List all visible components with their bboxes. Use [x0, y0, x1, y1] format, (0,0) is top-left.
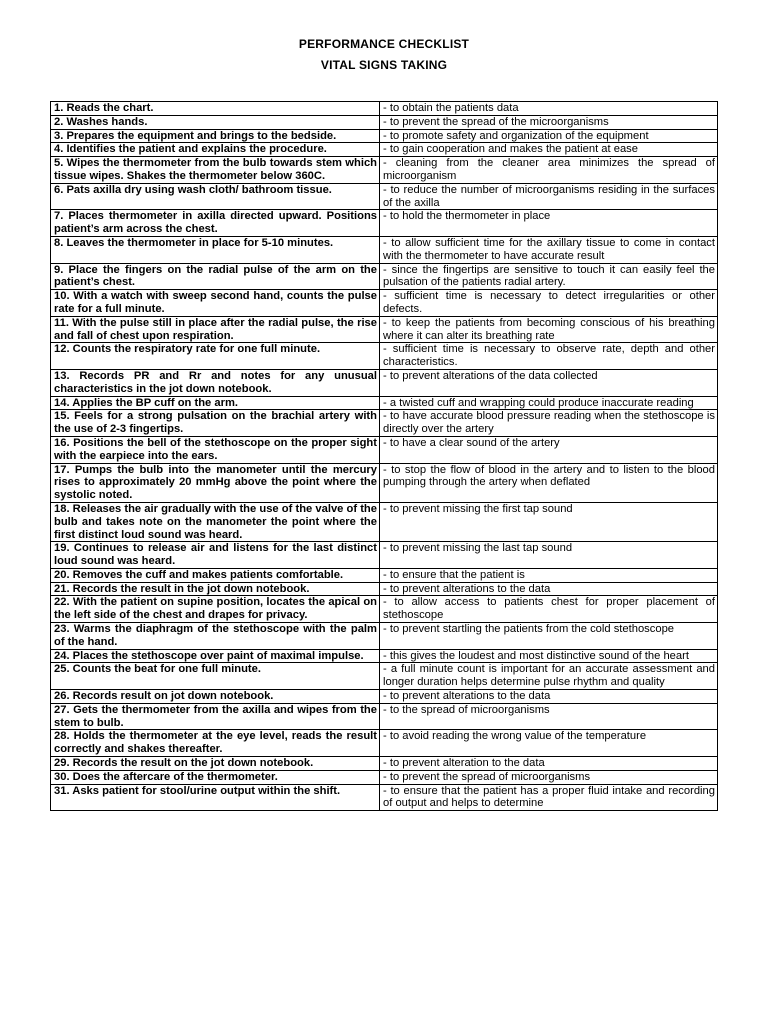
checklist-row — [51, 582, 718, 596]
rationale-cell: - to reduce the number of microorganisms residing in the surfaces of the axilla — [380, 183, 718, 210]
rationale-cell: - to hold the thermometer in place — [380, 210, 718, 237]
checklist-row — [51, 502, 718, 541]
checklist-row — [51, 703, 718, 730]
step-cell: 4. Identifies the patient and explains the procedure. — [51, 143, 380, 157]
checklist-row — [51, 157, 718, 184]
rationale-cell: - to the spread of microorganisms — [380, 703, 718, 730]
rationale-cell: - to avoid reading the wrong value of the temperature — [380, 730, 718, 757]
rationale-cell: - to prevent alterations of the data collected — [380, 369, 718, 396]
step-cell: 30. Does the aftercare of the thermometer. — [51, 770, 380, 784]
checklist-row — [51, 730, 718, 757]
checklist-row — [51, 770, 718, 784]
checklist-row — [51, 596, 718, 623]
step-cell: 7. Places thermometer in axilla directed upward. Positions patient’s arm across the chest. — [51, 210, 380, 237]
step-cell: 25. Counts the beat for one full minute. — [51, 663, 380, 690]
rationale-cell: - to obtain the patients data — [380, 102, 718, 116]
rationale-cell: - to allow sufficient time for the axillary tissue to come in contact with the thermometer to have accurate result — [380, 236, 718, 263]
rationale-cell: - sufficient time is necessary to detect irregularities or other defects. — [380, 290, 718, 317]
step-cell: 18. Releases the air gradually with the use of the valve of the bulb and takes note on the manometer the point where the first distinct loud sound was heard. — [51, 502, 380, 541]
step-cell: 14. Applies the BP cuff on the arm. — [51, 396, 380, 410]
rationale-cell: - to allow access to patients chest for proper placement of stethoscope — [380, 596, 718, 623]
rationale-cell: - to prevent missing the first tap sound — [380, 502, 718, 541]
step-cell: 16. Positions the bell of the stethoscope on the proper sight with the earpiece into the ears. — [51, 436, 380, 463]
rationale-cell: - to prevent alterations to the data — [380, 690, 718, 704]
checklist-row — [51, 210, 718, 237]
checklist-body — [51, 102, 718, 811]
checklist-row — [51, 343, 718, 370]
step-cell: 8. Leaves the thermometer in place for 5-10 minutes. — [51, 236, 380, 263]
checklist-row — [51, 623, 718, 650]
step-cell: 2. Washes hands. — [51, 115, 380, 129]
checklist-row — [51, 263, 718, 290]
step-cell: 11. With the pulse still in place after the radial pulse, the rise and fall of chest upon respiration. — [51, 316, 380, 343]
checklist-row — [51, 396, 718, 410]
step-cell: 1. Reads the chart. — [51, 102, 380, 116]
rationale-cell: - to ensure that the patient is — [380, 568, 718, 582]
checklist-row — [51, 369, 718, 396]
step-cell: 17. Pumps the bulb into the manometer until the mercury rises to approximately 20 mmHg above the point where the systolic noted. — [51, 463, 380, 502]
rationale-cell: - to stop the flow of blood in the artery and to listen to the blood pumping through the artery when deflated — [380, 463, 718, 502]
step-cell: 5. Wipes the thermometer from the bulb towards stem which tissue wipes. Shakes the thermometer below 360C. — [51, 157, 380, 184]
checklist-row — [51, 784, 718, 811]
checklist-row — [51, 143, 718, 157]
checklist-row — [51, 236, 718, 263]
checklist-table — [50, 101, 718, 811]
step-cell: 22. With the patient on supine position, locates the apical on the left side of the chest and drapes for privacy. — [51, 596, 380, 623]
checklist-row — [51, 690, 718, 704]
step-cell: 23. Warms the diaphragm of the stethoscope with the palm of the hand. — [51, 623, 380, 650]
checklist-row — [51, 129, 718, 143]
rationale-cell: - to prevent missing the last tap sound — [380, 542, 718, 569]
checklist-row — [51, 183, 718, 210]
step-cell: 6. Pats axilla dry using wash cloth/ bathroom tissue. — [51, 183, 380, 210]
step-cell: 28. Holds the thermometer at the eye level, reads the result correctly and shakes thereafter. — [51, 730, 380, 757]
rationale-cell: - to prevent the spread of the microorganisms — [380, 115, 718, 129]
rationale-cell: - to prevent the spread of microorganisms — [380, 770, 718, 784]
rationale-cell: - since the fingertips are sensitive to touch it can easily feel the pulsation of the patients radial artery. — [380, 263, 718, 290]
step-cell: 15. Feels for a strong pulsation on the brachial artery with the use of 2-3 fingertips. — [51, 410, 380, 437]
step-cell: 13. Records PR and Rr and notes for any unusual characteristics in the jot down notebook. — [51, 369, 380, 396]
checklist-row — [51, 757, 718, 771]
step-cell: 9. Place the fingers on the radial pulse of the arm on the patient’s chest. — [51, 263, 380, 290]
checklist-row — [51, 542, 718, 569]
rationale-cell: - a full minute count is important for an accurate assessment and longer duration helps determine pulse rhythm and quality — [380, 663, 718, 690]
step-cell: 10. With a watch with sweep second hand, counts the pulse rate for a full minute. — [51, 290, 380, 317]
step-cell: 20. Removes the cuff and makes patients comfortable. — [51, 568, 380, 582]
rationale-cell: - sufficient time is necessary to observe rate, depth and other characteristics. — [380, 343, 718, 370]
step-cell: 19. Continues to release air and listens for the last distinct loud sound was heard. — [51, 542, 380, 569]
checklist-row — [51, 102, 718, 116]
checklist-row — [51, 290, 718, 317]
rationale-cell: - to promote safety and organization of the equipment — [380, 129, 718, 143]
rationale-cell: - to prevent startling the patients from the cold stethoscope — [380, 623, 718, 650]
step-cell: 3. Prepares the equipment and brings to the bedside. — [51, 129, 380, 143]
checklist-row — [51, 410, 718, 437]
rationale-cell: - to have accurate blood pressure reading when the stethoscope is directly over the artery — [380, 410, 718, 437]
step-cell: 27. Gets the thermometer from the axilla and wipes from the stem to bulb. — [51, 703, 380, 730]
rationale-cell: - to gain cooperation and makes the patient at ease — [380, 143, 718, 157]
rationale-cell: - to have a clear sound of the artery — [380, 436, 718, 463]
step-cell: 24. Places the stethoscope over paint of maximal impulse. — [51, 649, 380, 663]
rationale-cell: - cleaning from the cleaner area minimizes the spread of microorganism — [380, 157, 718, 184]
document-title: PERFORMANCE CHECKLIST — [298, 37, 470, 51]
rationale-cell: - a twisted cuff and wrapping could produce inaccurate reading — [380, 396, 718, 410]
checklist-row — [51, 463, 718, 502]
checklist-row — [51, 115, 718, 129]
step-cell: 29. Records the result on the jot down notebook. — [51, 757, 380, 771]
step-cell: 31. Asks patient for stool/urine output within the shift. — [51, 784, 380, 811]
rationale-cell: - this gives the loudest and most distinctive sound of the heart — [380, 649, 718, 663]
checklist-row — [51, 649, 718, 663]
document-subtitle: VITAL SIGNS TAKING — [320, 58, 448, 72]
step-cell: 26. Records result on jot down notebook. — [51, 690, 380, 704]
checklist-row — [51, 436, 718, 463]
checklist-row — [51, 663, 718, 690]
checklist-row — [51, 316, 718, 343]
rationale-cell: - to keep the patients from becoming conscious of his breathing where it can alter its breathing rate — [380, 316, 718, 343]
checklist-row — [51, 568, 718, 582]
step-cell: 12. Counts the respiratory rate for one full minute. — [51, 343, 380, 370]
rationale-cell: - to prevent alteration to the data — [380, 757, 718, 771]
step-cell: 21. Records the result in the jot down notebook. — [51, 582, 380, 596]
rationale-cell: - to prevent alterations to the data — [380, 582, 718, 596]
rationale-cell: - to ensure that the patient has a proper fluid intake and recording of output and helps to determine — [380, 784, 718, 811]
